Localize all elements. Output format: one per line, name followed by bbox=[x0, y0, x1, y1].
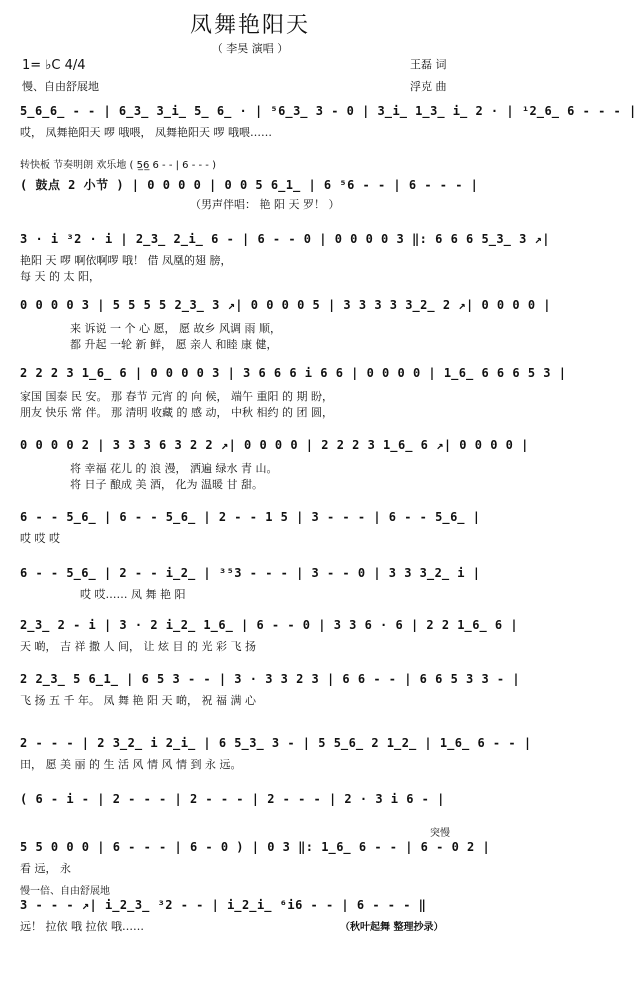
performer-line: （ 李昊 演唱 ） bbox=[211, 42, 289, 55]
score-row-13-lyric-1: 远！ 拉依 哦 拉依 哦…… bbox=[20, 920, 144, 933]
score-row-9-lyric-1: 飞 扬 五 千 年。 凤 舞 艳 阳 天 啲， 祝 福 满 心 bbox=[20, 694, 256, 707]
lyricist: 王磊 词 bbox=[410, 58, 447, 71]
page-title: 凤舞艳阳天 bbox=[189, 13, 310, 38]
score-row-1-annotation: 转快板 节奏明朗 欢乐地 ( 5̲6̲ 6 - - | 6 - - - ) bbox=[20, 160, 216, 171]
score-row-13-notes: 3 - - - ↗| i̲2̲3̲ ³2 - - | i̲2̲i̲ ⁶i6 - - | 6 - - - ‖ bbox=[20, 898, 427, 912]
score-row-5-lyric-1: 将 幸福 花儿 的 浪 漫， 洒遍 绿水 青 山。 bbox=[70, 462, 278, 475]
score-row-11-notes: ( 6 - i - | 2 - - - | 2 - - - | 2 - - - | 2 · 3 i 6 - | bbox=[20, 792, 445, 806]
score-row-12-lyric-1: 看 远， 永 bbox=[20, 862, 71, 875]
score-row-6-lyric-1: 哎 哎 哎 bbox=[20, 532, 60, 545]
score-row-10-lyric-1: 田， 愿 美 丽 的 生 活 风 情 风 情 到 永 远。 bbox=[20, 758, 242, 771]
score-row-2-lyric-1: 艳阳 天 啰 啊依啊啰 哦！ 借 凤凰的翅 膀， bbox=[20, 254, 232, 267]
score-row-4-lyric-2: 朋友 快乐 常 伴。 那 清明 收藏 的 感 动， 中秋 相约 的 团 圆， bbox=[20, 406, 333, 419]
score-row-9-notes: 2 2̲3̲ 5 6̲1̲ | 6 5 3 - - | 3 · 3 3 2 3 | 6 6 - - | 6 6 5 3 3 - | bbox=[20, 672, 521, 686]
score-row-7-notes: 6 - - 5̲6̲ | 2 - - i̲2̲ | ³⁵3 - - - | 3 - - 0 | 3 3 3̲2̲ i | bbox=[20, 566, 481, 580]
score-row-5-notes: 0 0 0 0 2 | 3 3 3 6 3 2 2 ↗| 0 0 0 0 | 2 2 2 3 1̲6̲ 6 ↗| 0 0 0 0 | bbox=[20, 438, 529, 452]
score-row-2-lyric-2: 每 天 的 太 阳， bbox=[20, 270, 100, 283]
tempo-mark: 慢、自由舒展地 bbox=[22, 80, 99, 93]
score-row-3-lyric-1: 来 诉说 一 个 心 愿， 愿 故乡 风调 雨 顺， bbox=[70, 322, 281, 335]
score-row-12-notes: 5 5 0 0 0 | 6 - - - | 6 - 0 ) | 0 3 ‖: 1̲6̲ 6 - - | 6 - 0 2 | bbox=[20, 840, 491, 854]
key-and-time-signature: 1= ♭C 4/4 bbox=[22, 58, 86, 73]
composer: 浮克 曲 bbox=[410, 80, 447, 93]
score-row-3-notes: 0 0 0 0 3 | 5 5 5 5 2̲3̲ 3 ↗| 0 0 0 0 5 | 3 3 3 3 3̲2̲ 2 ↗| 0 0 0 0 | bbox=[20, 298, 551, 312]
score-row-0-lyric-1: 哎， 凤舞艳阳天 啰 哦喂， 凤舞艳阳天 啰 哦喂…… bbox=[20, 126, 272, 139]
score-row-3-lyric-2: 都 升起 一轮 新 鲜， 愿 亲人 和睦 康 健， bbox=[70, 338, 278, 351]
score-row-12-annotation: 突慢 bbox=[430, 828, 450, 839]
score-row-7-lyric-1: 哎 哎…… 凤 舞 艳 阳 bbox=[80, 588, 186, 601]
transcriber-credit: （秋叶起舞 整理抄录） bbox=[340, 922, 444, 933]
score-row-1-notes: ( 鼓点 2 小节 ) | 0 0 0 0 | 0 0 5 6̲1̲ | 6 ⁵6 - - | 6 - - - | bbox=[20, 178, 479, 192]
score-row-4-notes: 2 2 2 3 1̲6̲ 6 | 0 0 0 0 3 | 3 6 6 6 i 6 6 | 0 0 0 0 | 1̲6̲ 6 6 6 5 3 | bbox=[20, 366, 567, 380]
score-row-5-lyric-2: 将 日子 酿成 美 酒， 化为 温暖 甘 甜。 bbox=[70, 478, 263, 491]
score-row-0-notes: 5̲6̲6̲ - - | 6̲3̲ 3̲i̲ 5̲ 6̲ · | ⁵6̲3̲ 3 - 0 | 3̲i̲ 1̲3̲ i̲ 2 · | ¹2̲6̲ 6 - - - | bbox=[20, 104, 637, 118]
score-row-8-lyric-1: 天 啲， 吉 祥 撒 人 间， 让 炫 目 的 光 彩 飞 扬 bbox=[20, 640, 256, 653]
score-row-10-notes: 2 - - - | 2 3̲2̲ i 2̲i̲ | 6 5̲3̲ 3 - | 5 5̲6̲ 2 1̲2̲ | 1̲6̲ 6 - - | bbox=[20, 736, 532, 750]
score-row-8-notes: 2̲3̲ 2 - i | 3 · 2 i̲2̲ 1̲6̲ | 6 - - 0 | 3 3 6 · 6 | 2 2 1̲6̲ 6 | bbox=[20, 618, 519, 632]
score-row-13-annotation: 慢一倍、自由舒展地 bbox=[20, 886, 110, 897]
score-row-4-lyric-1: 家国 国泰 民 安。 那 春节 元宵 的 向 候， 端午 重阳 的 期 盼， bbox=[20, 390, 333, 403]
score-row-6-notes: 6 - - 5̲6̲ | 6 - - 5̲6̲ | 2 - - 1 5 | 3 - - - | 6 - - 5̲6̲ | bbox=[20, 510, 481, 524]
score-row-2-notes: 3 · i ³2 · i | 2̲3̲ 2̲i̲ 6 - | 6 - - 0 | 0 0 0 0 3 ‖: 6 6 6 5̲3̲ 3 ↗| bbox=[20, 232, 550, 246]
score-row-1-lyric-1: （男声伴唱： 艳 阳 天 罗！ ） bbox=[190, 198, 340, 211]
